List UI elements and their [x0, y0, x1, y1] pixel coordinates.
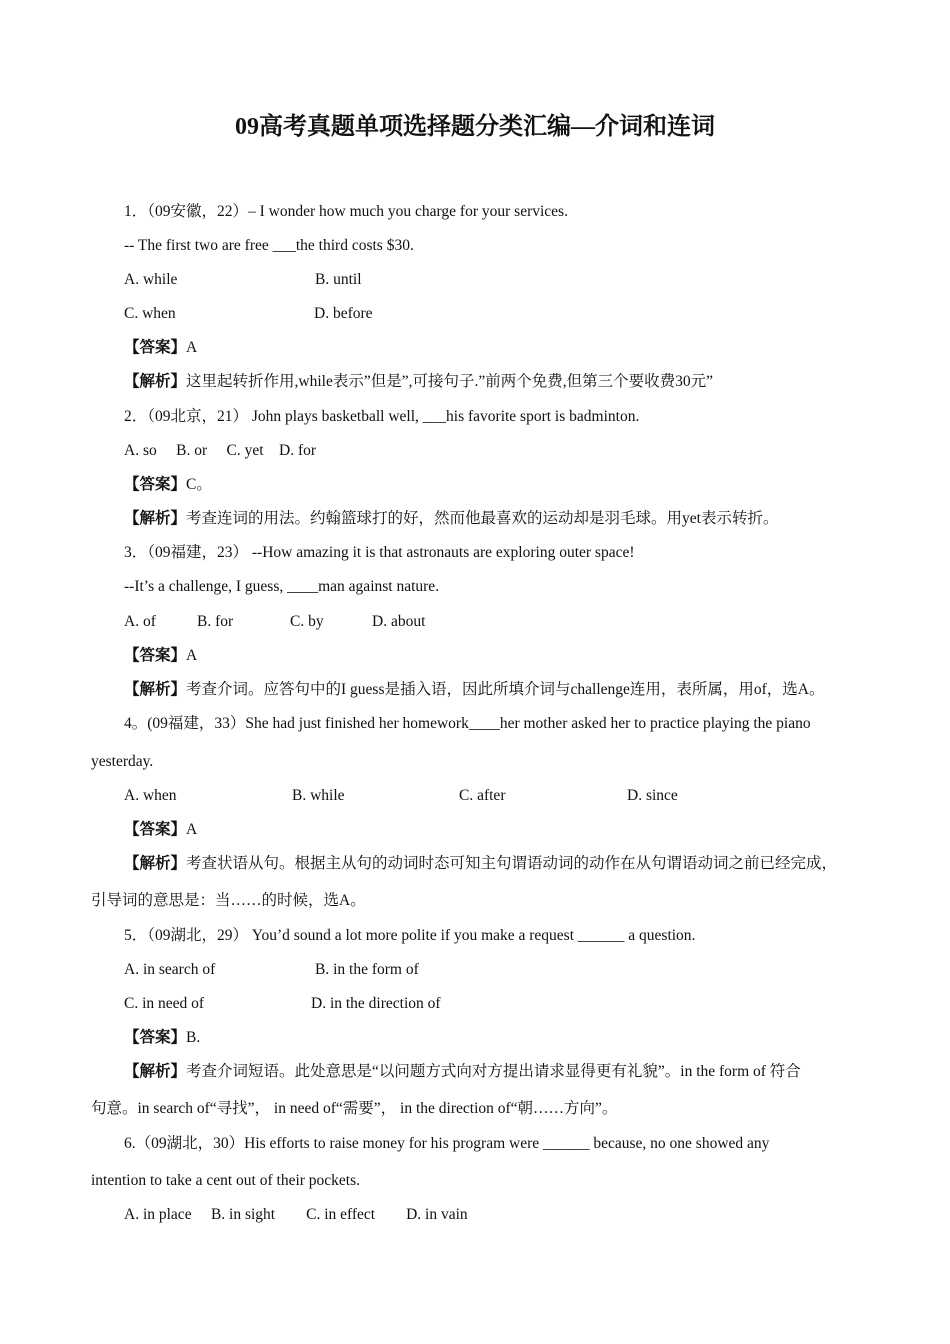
q1-response: -- The first two are free ___the third costs $30.	[124, 237, 414, 254]
explanation-text: 考查状语从句。根据主从句的动词时态可知主句谓语动词的动作在从句谓语动词之前已经完成，	[186, 855, 838, 872]
q5-option-c: C. in need of	[124, 995, 205, 1012]
q4-explanation-continuation: 引导词的意思是：当……的时候，选A。	[91, 892, 366, 909]
explanation-text: 考查介词短语。此处意思是“以问题方式向对方提出请求显得更有礼貌”。in the form of 符合	[186, 1063, 801, 1080]
answer-label: 【答案】	[124, 476, 187, 493]
q4-answer	[124, 820, 197, 840]
q1-stem: 1．（09安徽，22）– I wonder how much you charge for your services.	[124, 203, 568, 220]
q1-option-d: D. before	[314, 305, 373, 322]
q2-answer	[124, 475, 212, 495]
q4-stem-continuation: yesterday.	[91, 753, 154, 770]
q4-stem: 4。(09福建，33）She had just finished her homework____her mother asked her to practice playing the piano	[124, 715, 811, 732]
q2-stem: 2．（09北京，21） John plays basketball well, ___his favorite sport is badminton.	[124, 408, 640, 425]
answer-value: A	[186, 821, 198, 838]
explanation-text: 考查连词的用法。约翰篮球打的好，然而他最喜欢的运动却是羽毛球。用yet表示转折。	[186, 510, 779, 527]
q5-option-b: B. in the form of	[315, 961, 419, 978]
q5-option-a: A. in search of	[124, 961, 216, 978]
q4-option-a: A. when	[124, 787, 177, 804]
q3-option-d: D. about	[372, 613, 426, 630]
q5-explanation-continuation: 句意。in search of“寻找”， in need of“需要”， in the direction of“朝……方向”。	[91, 1100, 618, 1117]
answer-label: 【答案】	[124, 339, 187, 356]
q1-option-a: A. while	[124, 271, 178, 288]
q3-explanation	[124, 680, 825, 700]
explanation-label: 【解析】	[124, 510, 187, 527]
q4-option-b: B. while	[292, 787, 345, 804]
answer-value: B.	[186, 1029, 201, 1046]
answer-value: C。	[186, 476, 212, 493]
explanation-label: 【解析】	[124, 855, 187, 872]
explanation-label: 【解析】	[124, 373, 187, 390]
answer-label: 【答案】	[124, 821, 187, 838]
q3-option-a: A. of	[124, 613, 156, 630]
q3-answer	[124, 646, 197, 666]
answer-label: 【答案】	[124, 1029, 187, 1046]
q5-answer	[124, 1028, 200, 1048]
explanation-text: 考查介词。应答句中的I guess是插入语，因此所填介词与challenge连用，表所属，用of，选A。	[186, 681, 825, 698]
q5-stem: 5．（09湖北，29） You’d sound a lot more polite if you make a request ______ a question.	[124, 927, 696, 944]
q2-options: A. so B. or C. yet D. for	[124, 442, 317, 459]
q1-answer	[124, 338, 197, 358]
q2-explanation	[124, 509, 778, 529]
q1-option-b: B. until	[315, 271, 362, 288]
q6-stem-continuation: intention to take a cent out of their pockets.	[91, 1172, 361, 1189]
explanation-label: 【解析】	[124, 1063, 187, 1080]
q3-response: --It’s a challenge, I guess, ____man against nature.	[124, 578, 440, 595]
explanation-text: 这里起转折作用,while表示”但是”,可接句子.”前两个免费,但第三个要收费30元”	[186, 373, 713, 390]
answer-value: A	[186, 339, 198, 356]
page-title: 09高考真题单项选择题分类汇编—介词和连词	[235, 114, 715, 140]
q5-option-d: D. in the direction of	[311, 995, 441, 1012]
q4-explanation	[124, 854, 837, 874]
explanation-label: 【解析】	[124, 681, 187, 698]
q3-stem: 3．（09福建，23） --How amazing it is that astronauts are exploring outer space!	[124, 544, 635, 561]
q6-stem: 6.（09湖北，30）His efforts to raise money for his program were ______ because, no one showed any	[124, 1135, 770, 1152]
q1-option-c: C. when	[124, 305, 176, 322]
q4-option-d: D. since	[627, 787, 678, 804]
q4-option-c: C. after	[459, 787, 506, 804]
q5-explanation	[124, 1062, 801, 1082]
q3-option-b: B. for	[197, 613, 234, 630]
q3-option-c: C. by	[290, 613, 324, 630]
answer-value: A	[186, 647, 198, 664]
answer-label: 【答案】	[124, 647, 187, 664]
q1-explanation	[124, 372, 713, 392]
q6-options: A. in place B. in sight C. in effect D. in vain	[124, 1206, 468, 1223]
